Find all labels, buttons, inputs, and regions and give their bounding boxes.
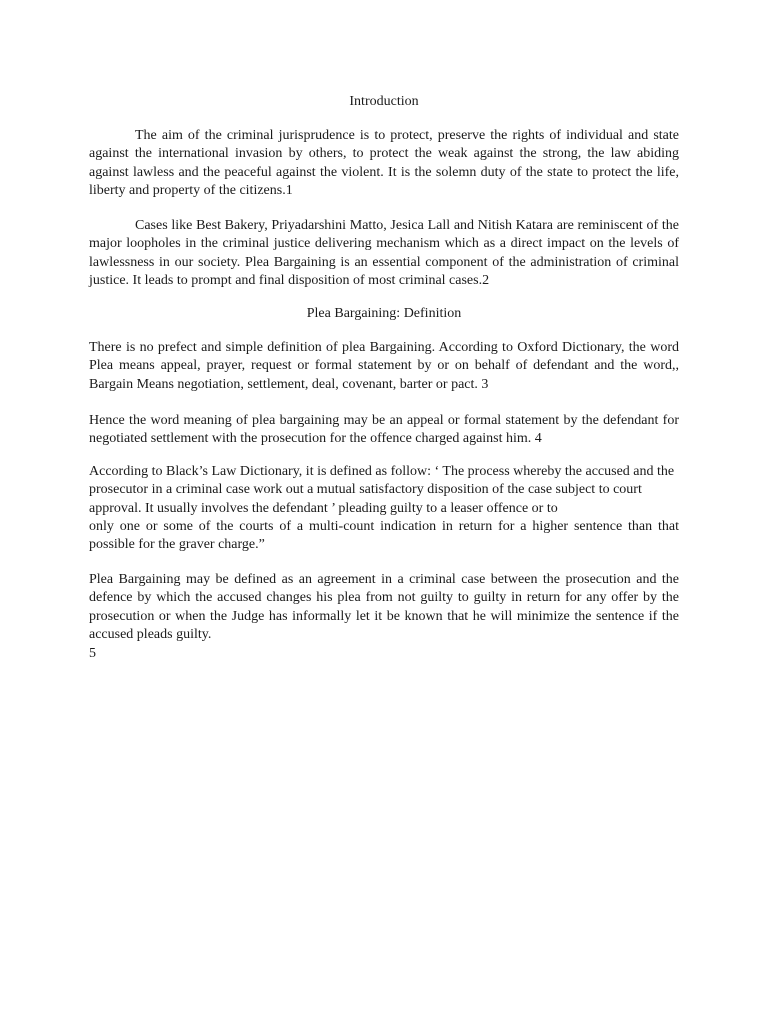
definition-paragraph-1: There is no prefect and simple definition of plea Bargaining. According to Oxford Dictionary, the word Plea means appeal, prayer, request or formal statement by or on behalf of defendant and the word,, Bargain Means negotiation, settlement, deal, covenant, barter or pact. 3: [89, 340, 679, 392]
intro-paragraph-1: The aim of the criminal jurisprudence is to protect, preserve the rights of individual and state against the international invasion by others, to protect the weak against the strong, the law abiding against lawless and the peaceful against the violent. It is the solemn duty of the state to protect the life, liberty and property of the citizens.1: [89, 128, 679, 198]
quote-continuation: only one or some of the courts of a multi-count indication in return for a higher sentence than that possible for the graver charge.”: [89, 518, 679, 553]
quote-line: prosecutor in a criminal case work out a mutual satisfactory disposition of the case subject to court: [89, 482, 642, 498]
definition-heading: Plea Bargaining: Definition: [306, 306, 462, 321]
page-number: 5: [89, 646, 96, 661]
quote-line: According to Black’s Law Dictionary, it is defined as follow: ‘ The process whereby the accused and the: [89, 464, 675, 479]
intro-heading: Introduction: [349, 94, 419, 109]
definition-paragraph-2: Hence the word meaning of plea bargaining may be an appeal or formal statement by the defendant for negotiated settlement with the prosecution for the offence charged against him. 4: [89, 413, 679, 447]
intro-paragraph-2: Cases like Best Bakery, Priyadarshini Matto, Jesica Lall and Nitish Katara are reminiscent of the major loopholes in the criminal justice delivering mechanism which as a direct impact on the levels of lawlessness in our society. Plea Bargaining is an essential component of the administration of criminal justice. It leads to prompt and final disposition of most criminal cases.2: [89, 218, 679, 288]
definition-paragraph-3: Plea Bargaining may be defined as an agreement in a criminal case between the prosecution and the defence by which the accused changes his plea from not guilty to guilty in return for any offer by the prosecution or when the Judge has informally let it be known that he will minimize the sentence if the accused pleads guilty.: [89, 572, 679, 642]
quote-line: approval. It usually involves the defendant ’ pleading guilty to a leaser offence or to: [89, 500, 558, 516]
blacks-law-quote: [89, 463, 679, 554]
